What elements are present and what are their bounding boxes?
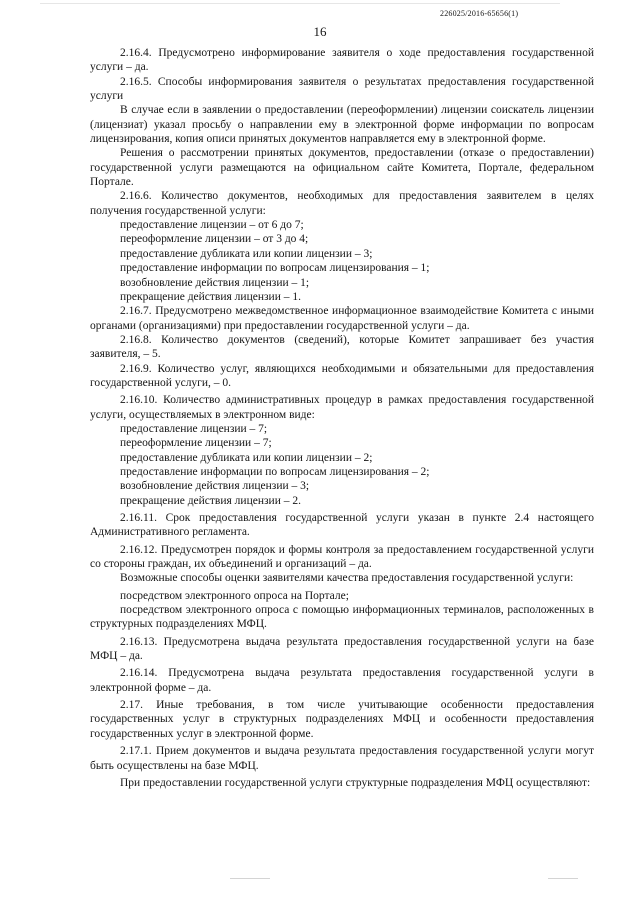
list-item: предоставление лицензии – 7;: [120, 422, 268, 435]
paragraph: 2.16.10. Количество административных процедур в рамках предоставления государственной услуги, осуществляемых в электронном виде:: [90, 394, 594, 421]
paragraph: 2.16.13. Предусмотрена выдача результата предоставления государственной услуги на базе МФЦ – да.: [90, 635, 594, 663]
paragraph: 2.16.11. Срок предоставления государственной услуги указан в пункте 2.4 настоящего Административного регламента.: [90, 512, 594, 539]
list-item: прекращение действия лицензии – 1.: [120, 290, 301, 303]
page-number: 16: [313, 24, 327, 39]
paragraph: Решения о рассмотрении принятых документов, предоставлении (отказе о предоставлении) государственной услуги размещаются на официальном сайте Комитета, Портале, федеральном Портале.: [90, 147, 594, 189]
paragraph: 2.16.8. Количество документов (сведений), которые Комитет запрашивает без участия заявителя, – 5.: [90, 333, 594, 361]
list-item: возобновление действия лицензии – 3;: [120, 480, 310, 493]
paragraph: При предоставлении государственной услуги структурные подразделения МФЦ осуществляют:: [120, 776, 591, 789]
list-item: предоставление дубликата или копии лицензии – 2;: [120, 451, 373, 464]
scan-artifact-line: [230, 878, 270, 879]
list-item: предоставление информации по вопросам лицензирования – 2;: [120, 465, 430, 478]
paragraph: 2.16.9. Количество услуг, являющихся необходимыми и обязательными для предоставления государственной услуги, – 0.: [90, 362, 594, 389]
paragraph: 2.16.5. Способы информирования заявителя о результатах предоставления государственной услуги: [90, 75, 594, 103]
paragraph: 2.16.6. Количество документов, необходимых для предоставления заявителем в целях получения государственной услуги:: [90, 190, 594, 217]
scan-artifact-line: [40, 3, 560, 4]
list-item: прекращение действия лицензии – 2.: [120, 494, 301, 507]
paragraph: посредством электронного опроса с помощью информационных терминалов, расположенных в структурных подразделениях МФЦ.: [90, 604, 594, 631]
list-item: переоформление лицензии – от 3 до 4;: [120, 233, 309, 246]
document-body: [90, 46, 594, 790]
paragraph: Возможные способы оценки заявителями качества предоставления государственной услуги:: [120, 572, 574, 585]
list-item: предоставление лицензии – от 6 до 7;: [120, 219, 304, 232]
paragraph: 2.17. Иные требования, в том числе учитывающие особенности предоставления государственных услуг в структурных подразделениях МФЦ и особенности предоставления государственных услуг в электронной форме.: [90, 699, 594, 740]
list-item: предоставление информации по вопросам лицензирования – 1;: [120, 262, 430, 275]
paragraph: посредством электронного опроса на Портале;: [120, 589, 349, 602]
paragraph: В случае если в заявлении о предоставлении (переоформлении) лицензии соискатель лицензии (лицензиат) указал просьбу о направлении ему в электронной форме информации по вопросам лицензирования, копия описи принятых документов направляется ему в электронной форме.: [90, 104, 594, 146]
paragraph: 2.16.7. Предусмотрено межведомственное информационное взаимодействие Комитета с иными органами (организациями) при предоставлении государственной услуги – да.: [90, 305, 594, 332]
paragraph: 2.16.12. Предусмотрен порядок и формы контроля за предоставлением государственной услуги со стороны граждан, их объединений и организаций – да.: [90, 543, 594, 571]
paragraph: 2.16.4. Предусмотрено информирование заявителя о ходе предоставления государственной услуги – да.: [90, 47, 594, 74]
paragraph: 2.17.1. Прием документов и выдача результата предоставления государственной услуги могут быть осуществлены на базе МФЦ.: [90, 745, 594, 772]
list-item: предоставление дубликата или копии лицензии – 3;: [120, 247, 373, 260]
document-code: 226025/2016-65656(1): [440, 9, 519, 18]
paragraph: 2.16.14. Предусмотрена выдача результата предоставления государственной услуги в электронной форме – да.: [90, 667, 594, 694]
list-item: возобновление действия лицензии – 1;: [120, 276, 310, 289]
list-item: переоформление лицензии – 7;: [120, 437, 272, 450]
scan-artifact-line: [548, 878, 578, 879]
